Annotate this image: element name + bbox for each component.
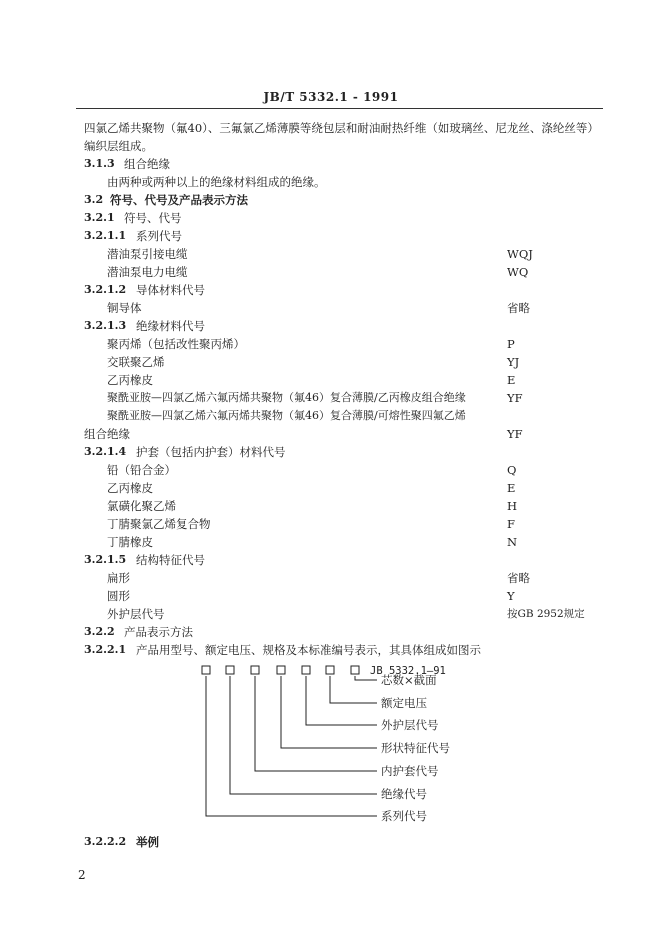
list-item-label: 丁腈聚氯乙烯复合物 (107, 517, 211, 531)
list-item-label: 丁腈橡皮 (107, 535, 153, 549)
leader-line (230, 676, 377, 794)
section-title: 绝缘材料代号 (136, 319, 205, 333)
section-number: 3.2.1.4 (84, 445, 127, 458)
list-item-code: H (507, 499, 518, 513)
code-box (226, 666, 234, 674)
list-item-label: 氯磺化聚乙烯 (107, 499, 176, 513)
intro-line-2: 编织层组成。 (84, 139, 153, 153)
list-item-label: 外护层代号 (107, 607, 165, 621)
code-box (277, 666, 285, 674)
diagram-label: 芯数×截面 (381, 673, 437, 687)
list-item-code: N (507, 535, 518, 549)
section-title: 护套（包括内护套）材料代号 (136, 445, 286, 459)
page-number: 2 (78, 868, 86, 882)
section-title: 产品表示方法 (124, 625, 193, 639)
code-box (202, 666, 210, 674)
section-title: 结构特征代号 (136, 553, 205, 567)
section-number: 3.1.3 (84, 157, 115, 170)
section-title: 导体材料代号 (136, 283, 205, 297)
list-item-label: 聚酰亚胺—四氯乙烯六氟丙烯共聚物（氟46）复合薄膜/乙丙橡皮组合绝缘 (107, 391, 466, 404)
diagram-label: 形状特征代号 (381, 741, 450, 755)
section-title: 举例 (136, 835, 159, 849)
list-item-code: Y (507, 589, 515, 603)
list-item-label: 潜油泵电力电缆 (107, 265, 188, 279)
list-item-label: 交联聚乙烯 (107, 355, 165, 369)
leader-line (206, 676, 377, 816)
list-item-code: Q (507, 463, 517, 477)
section-title: 系列代号 (136, 229, 182, 243)
page-header: JB/T 5332.1 - 1991 (263, 90, 399, 104)
diagram-label: 绝缘代号 (381, 787, 427, 801)
list-item-code: E (507, 373, 516, 387)
list-item-code: YF (507, 391, 523, 405)
diagram-label: 系列代号 (381, 809, 427, 823)
list-item-code: WQ (507, 265, 529, 279)
list-item-code: 省略 (507, 571, 530, 585)
code-box (302, 666, 310, 674)
list-item-label: 圆形 (107, 589, 130, 603)
section-number: 3.2.1.5 (84, 553, 127, 566)
list-item-code: WQJ (507, 247, 533, 261)
section-number: 3.2.2.1 (84, 643, 127, 656)
standard-reference: JB 5332.1—91 (370, 665, 446, 677)
section-title: 组合绝缘 (124, 157, 170, 171)
intro-line-1: 四氯乙烯共聚物（氟40）、三氟氯乙烯薄膜等绕包层和耐油耐热纤维（如玻璃丝、尼龙丝、涤纶丝等） (84, 121, 599, 135)
list-item-label: 潜油泵引接电缆 (107, 247, 188, 261)
code-box (251, 666, 259, 674)
diagram-label: 额定电压 (381, 696, 427, 710)
section-number: 3.2.1.1 (84, 229, 127, 242)
section-title: 符号、代号 (124, 211, 182, 225)
leader-line (255, 676, 377, 771)
section-number: 3.2.1.3 (84, 319, 127, 332)
section-number: 3.2 (84, 193, 104, 206)
leader-line (306, 676, 377, 725)
list-item-code: YJ (507, 355, 520, 369)
section-number: 3.2.2.2 (84, 835, 127, 848)
list-item-code: YF (507, 427, 523, 441)
list-item-code: E (507, 481, 516, 495)
section-number: 3.2.1 (84, 211, 115, 224)
section-number: 3.2.2 (84, 625, 115, 638)
paragraph: 产品用型号、额定电压、规格及本标准编号表示，其具体组成如图示 (136, 643, 481, 657)
list-item-label: 乙丙橡皮 (107, 481, 153, 495)
code-box (351, 666, 359, 674)
list-item-label: 聚丙烯（包括改性聚丙烯） (107, 337, 245, 351)
code-box (326, 666, 334, 674)
list-item-label: 铜导体 (107, 301, 142, 315)
list-item-label: 铅（铅合金） (107, 463, 176, 477)
list-item-code: P (507, 337, 515, 351)
paragraph: 由两种或两种以上的绝缘材料组成的绝缘。 (107, 175, 326, 189)
list-item-label: 聚酰亚胺—四氯乙烯六氟丙烯共聚物（氟46）复合薄膜/可熔性聚四氟乙烯 (107, 409, 466, 422)
list-item-label: 扁形 (107, 571, 130, 585)
list-item-code: 省略 (507, 301, 530, 315)
section-title: 符号、代号及产品表示方法 (110, 193, 248, 207)
diagram-label: 内护套代号 (381, 764, 439, 778)
diagram-label: 外护层代号 (381, 718, 439, 732)
list-item-code: F (507, 517, 515, 531)
list-item-label: 乙丙橡皮 (107, 373, 153, 387)
leader-line (281, 676, 377, 748)
list-item-code: 按GB 2952规定 (507, 608, 585, 620)
list-item-label-continued: 组合绝缘 (84, 427, 130, 441)
section-number: 3.2.1.2 (84, 283, 127, 296)
